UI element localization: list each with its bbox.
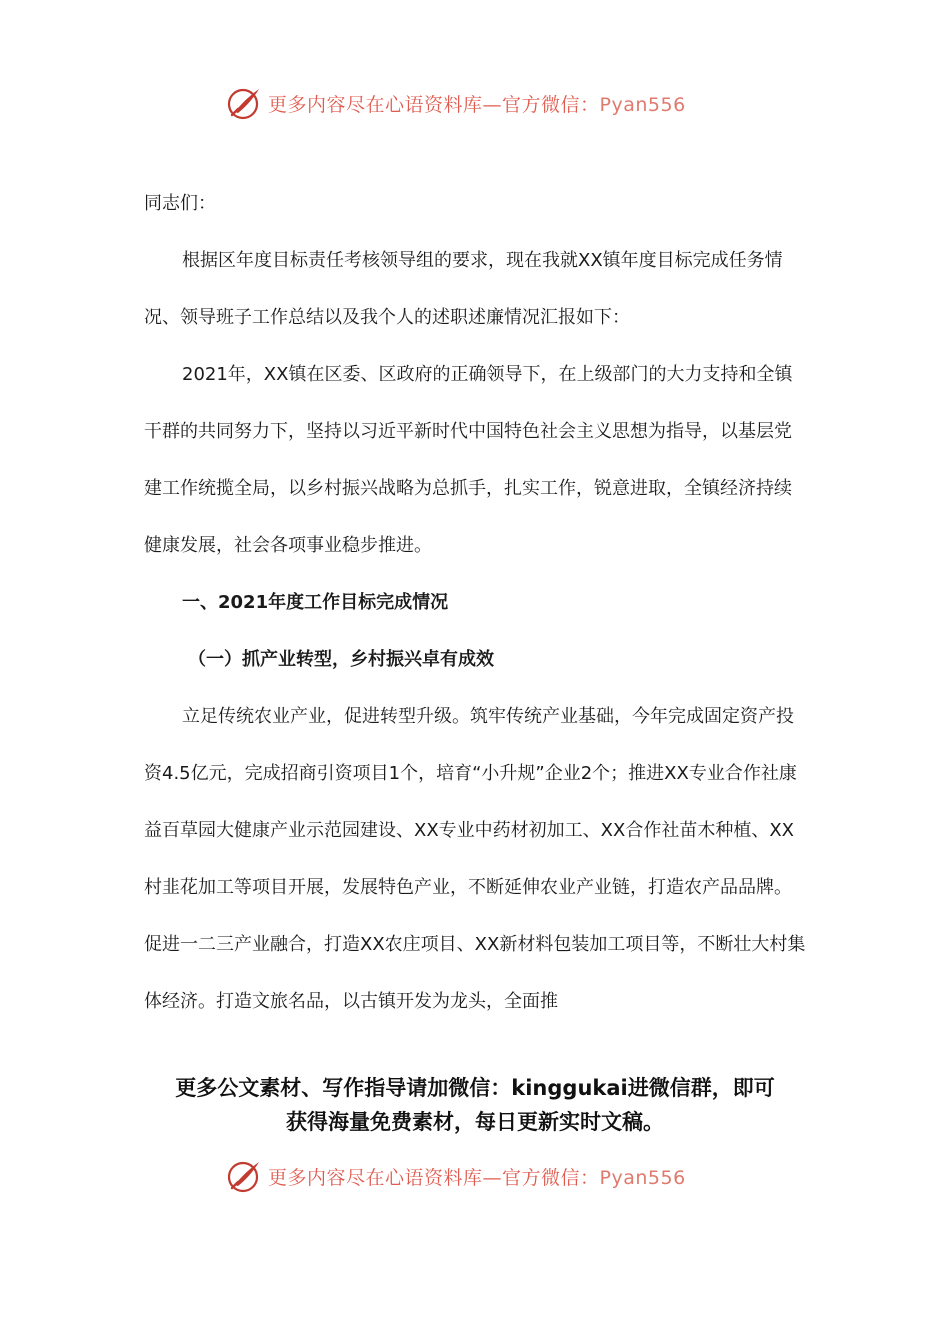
subsection-paragraph: 立足传统农业产业，促进转型升级。筑牢传统产业基础，今年完成固定资产投资4.5亿元，完成招商引资项目1个，培育“小升规”企业2个；推进XX专业合作社康益百草园大健康产业示范园建设、XX专业中药材初加工、XX合作社苗木种植、XX村韭花加工等项目开展，发展特色产业，不断延伸农业产业链，打造农产品品牌。促进一二三产业融合，打造XX农庄项目、XX新材料包装加工项目等，不断壮大村集体经济。打造文旅名品，以古镇开发为龙头，全面推 bbox=[144, 706, 806, 1012]
promo-notice bbox=[120, 1071, 830, 1139]
subsection-heading: （一）抓产业转型，乡村振兴卓有成效 bbox=[188, 649, 494, 670]
quill-logo-icon bbox=[226, 85, 262, 121]
overview-paragraph: 2021年，XX镇在区委、区政府的正确领导下，在上级部门的大力支持和全镇干群的共同努力下，坚持以习近平新时代中国特色社会主义思想为指导，以基层党建工作统揽全局，以乡村振兴战略为总抓手，扎实工作，锐意进取，全镇经济持续健康发展，社会各项事业稳步推进。 bbox=[144, 364, 793, 556]
watermark-text: 更多内容尽在心语资料库—官方微信：Pyan556 bbox=[268, 93, 686, 116]
promo-line-1: 更多公文素材、写作指导请加微信：kinggukai进微信群，即可 bbox=[175, 1076, 775, 1100]
watermark-banner-top bbox=[226, 83, 726, 123]
watermark-banner-bottom bbox=[226, 1156, 726, 1196]
section-heading: 一、2021年度工作目标完成情况 bbox=[182, 592, 449, 613]
intro-paragraph: 根据区年度目标责任考核领导组的要求，现在我就XX镇年度目标完成任务情况、领导班子工作总结以及我个人的述职述廉情况汇报如下： bbox=[144, 250, 783, 328]
quill-logo-icon bbox=[226, 1158, 262, 1194]
watermark-text: 更多内容尽在心语资料库—官方微信：Pyan556 bbox=[268, 1166, 686, 1189]
promo-line-2: 获得海量免费素材，每日更新实时文稿。 bbox=[286, 1110, 664, 1134]
document-body bbox=[144, 175, 809, 1030]
salutation: 同志们： bbox=[144, 193, 216, 214]
